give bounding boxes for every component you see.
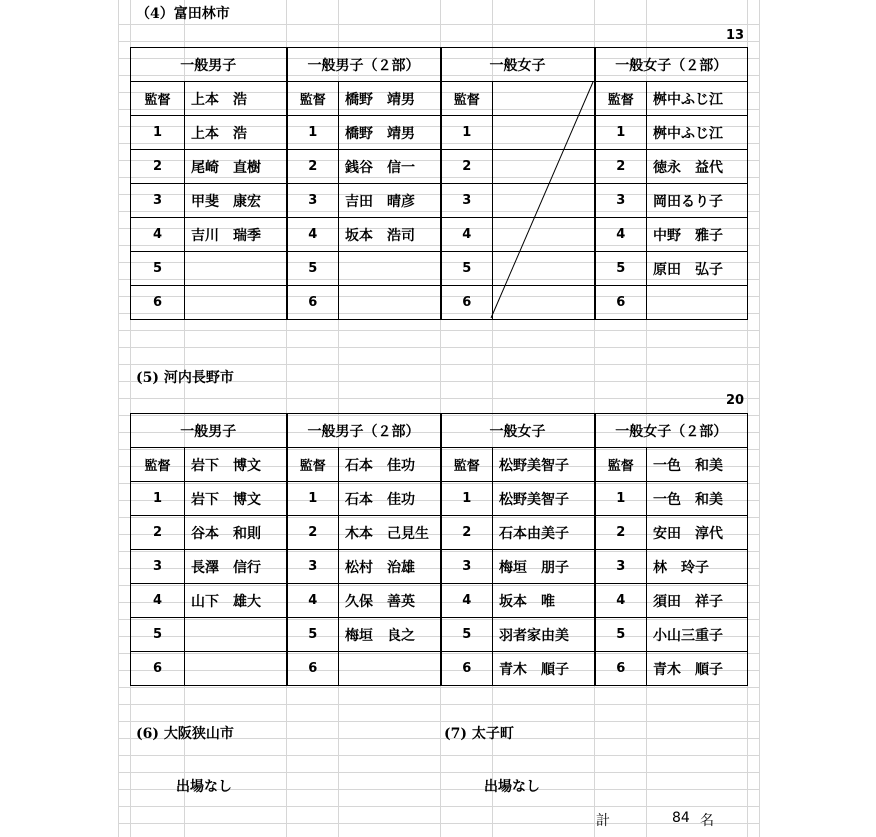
player-number: 2 [441,150,493,184]
total-label: 計 [596,813,610,829]
roster-table-tondabayashi [130,47,748,320]
player-number: 2 [131,150,185,184]
player-name: 小山三重子 [647,618,748,652]
participant-count-kawachinagano: 20 [726,393,745,408]
player-number: 2 [287,516,339,550]
section-header-kawachinagano: (5) 河内長野市 [136,370,234,386]
section-header-taishi: (7) 太子町 [444,726,514,742]
player-name: 木本 己見生 [339,516,441,550]
player-name: 吉田 晴彦 [339,184,441,218]
player-name: 梅垣 良之 [339,618,441,652]
player-name: 須田 祥子 [647,584,748,618]
player-row [131,252,748,286]
player-name: 谷本 和則 [185,516,287,550]
player-number: 4 [131,218,185,252]
section-header-tondabayashi: （4）富田林市 [136,6,230,22]
player-name: 石本由美子 [493,516,595,550]
player-number: 6 [287,652,339,686]
player-name: 一色 和美 [647,482,748,516]
player-number: 6 [131,652,185,686]
player-name: 甲斐 康宏 [185,184,287,218]
player-number: 6 [441,652,493,686]
player-number: 5 [595,252,647,286]
player-name: 松野美智子 [493,482,595,516]
coach-row [131,448,748,482]
player-number: 1 [131,482,185,516]
player-name [493,286,595,320]
player-number: 2 [131,516,185,550]
player-number: 3 [287,550,339,584]
player-number: 2 [595,516,647,550]
coach-label: 監督 [287,448,339,482]
category-header: 一般女子 [441,48,595,82]
player-row [131,116,748,150]
coach-name: 上本 浩 [185,82,287,116]
category-header-row [131,414,748,448]
player-name [185,618,287,652]
no-participation-osakasayama: 出場なし [176,779,232,795]
player-number: 3 [131,184,185,218]
player-name: 安田 淳代 [647,516,748,550]
player-number: 1 [441,482,493,516]
category-header: 一般女子 [441,414,595,448]
player-number: 3 [595,550,647,584]
player-name [493,252,595,286]
player-number: 3 [441,550,493,584]
player-name: 中野 雅子 [647,218,748,252]
player-number: 3 [595,184,647,218]
player-number: 5 [131,252,185,286]
player-name: 銭谷 信一 [339,150,441,184]
player-name [493,218,595,252]
player-name: 原田 弘子 [647,252,748,286]
player-name: 久保 善英 [339,584,441,618]
player-row [131,150,748,184]
player-number: 3 [441,184,493,218]
category-header: 一般女子（２部） [595,414,748,448]
category-header: 一般男子（２部） [287,48,441,82]
player-number: 5 [287,252,339,286]
player-name: 青木 順子 [493,652,595,686]
player-name: 長澤 信行 [185,550,287,584]
player-name [339,652,441,686]
player-number: 4 [595,584,647,618]
category-header: 一般男子 [131,48,287,82]
player-number: 6 [595,652,647,686]
player-number: 6 [131,286,185,320]
category-header: 一般男子（２部） [287,414,441,448]
player-name [339,286,441,320]
participant-count-tondabayashi: 13 [726,28,745,43]
coach-name [493,82,595,116]
coach-name: 一色 和美 [647,448,748,482]
player-number: 2 [287,150,339,184]
player-number: 4 [595,218,647,252]
player-number: 4 [287,584,339,618]
player-number: 6 [595,286,647,320]
player-row [131,286,748,320]
player-number: 3 [287,184,339,218]
player-number: 5 [441,252,493,286]
player-number: 2 [595,150,647,184]
player-number: 5 [287,618,339,652]
player-name: 梅垣 朋子 [493,550,595,584]
category-header-row [131,48,748,82]
player-row [131,218,748,252]
player-number: 5 [441,618,493,652]
player-name [339,252,441,286]
player-row [131,482,748,516]
player-name [647,286,748,320]
player-number: 3 [131,550,185,584]
player-name: 尾崎 直樹 [185,150,287,184]
category-header: 一般男子 [131,414,287,448]
player-name: 桝中ふじ江 [647,116,748,150]
player-number: 4 [287,218,339,252]
coach-name: 岩下 博文 [185,448,287,482]
player-name: 林 玲子 [647,550,748,584]
player-name: 松村 治雄 [339,550,441,584]
player-number: 5 [131,618,185,652]
player-name: 岡田るり子 [647,184,748,218]
section-header-osakasayama: (6) 大阪狭山市 [136,726,234,742]
player-number: 1 [287,116,339,150]
coach-label: 監督 [131,448,185,482]
player-name: 坂本 唯 [493,584,595,618]
coach-label: 監督 [287,82,339,116]
coach-name: 桝中ふじ江 [647,82,748,116]
coach-label: 監督 [595,82,647,116]
player-name: 羽者家由美 [493,618,595,652]
player-number: 1 [441,116,493,150]
roster-table-kawachinagano [130,413,748,686]
coach-label: 監督 [595,448,647,482]
player-row [131,618,748,652]
player-name [493,150,595,184]
player-row [131,184,748,218]
coach-row [131,82,748,116]
player-number: 6 [287,286,339,320]
coach-name: 石本 佳功 [339,448,441,482]
player-number: 4 [131,584,185,618]
player-name: 山下 雄大 [185,584,287,618]
player-name [493,184,595,218]
player-number: 1 [595,116,647,150]
player-name: 橋野 靖男 [339,116,441,150]
player-name: 上本 浩 [185,116,287,150]
player-name [493,116,595,150]
player-row [131,584,748,618]
player-name: 岩下 博文 [185,482,287,516]
player-number: 4 [441,218,493,252]
coach-name: 松野美智子 [493,448,595,482]
player-number: 1 [287,482,339,516]
player-number: 5 [595,618,647,652]
player-number: 1 [595,482,647,516]
player-name [185,252,287,286]
player-number: 4 [441,584,493,618]
player-name: 石本 佳功 [339,482,441,516]
total-value: 84 [672,810,690,826]
player-name: 坂本 浩司 [339,218,441,252]
player-name: 徳永 益代 [647,150,748,184]
player-row [131,516,748,550]
player-number: 2 [441,516,493,550]
player-row [131,652,748,686]
player-name [185,652,287,686]
coach-name: 橋野 靖男 [339,82,441,116]
category-header: 一般女子（２部） [595,48,748,82]
player-row [131,550,748,584]
coach-label: 監督 [131,82,185,116]
no-participation-taishi: 出場なし [484,779,540,795]
player-number: 1 [131,116,185,150]
total-unit: 名 [700,813,714,829]
player-name [185,286,287,320]
player-name: 青木 順子 [647,652,748,686]
coach-label: 監督 [441,448,493,482]
player-number: 6 [441,286,493,320]
player-name: 吉川 瑞季 [185,218,287,252]
coach-label: 監督 [441,82,493,116]
